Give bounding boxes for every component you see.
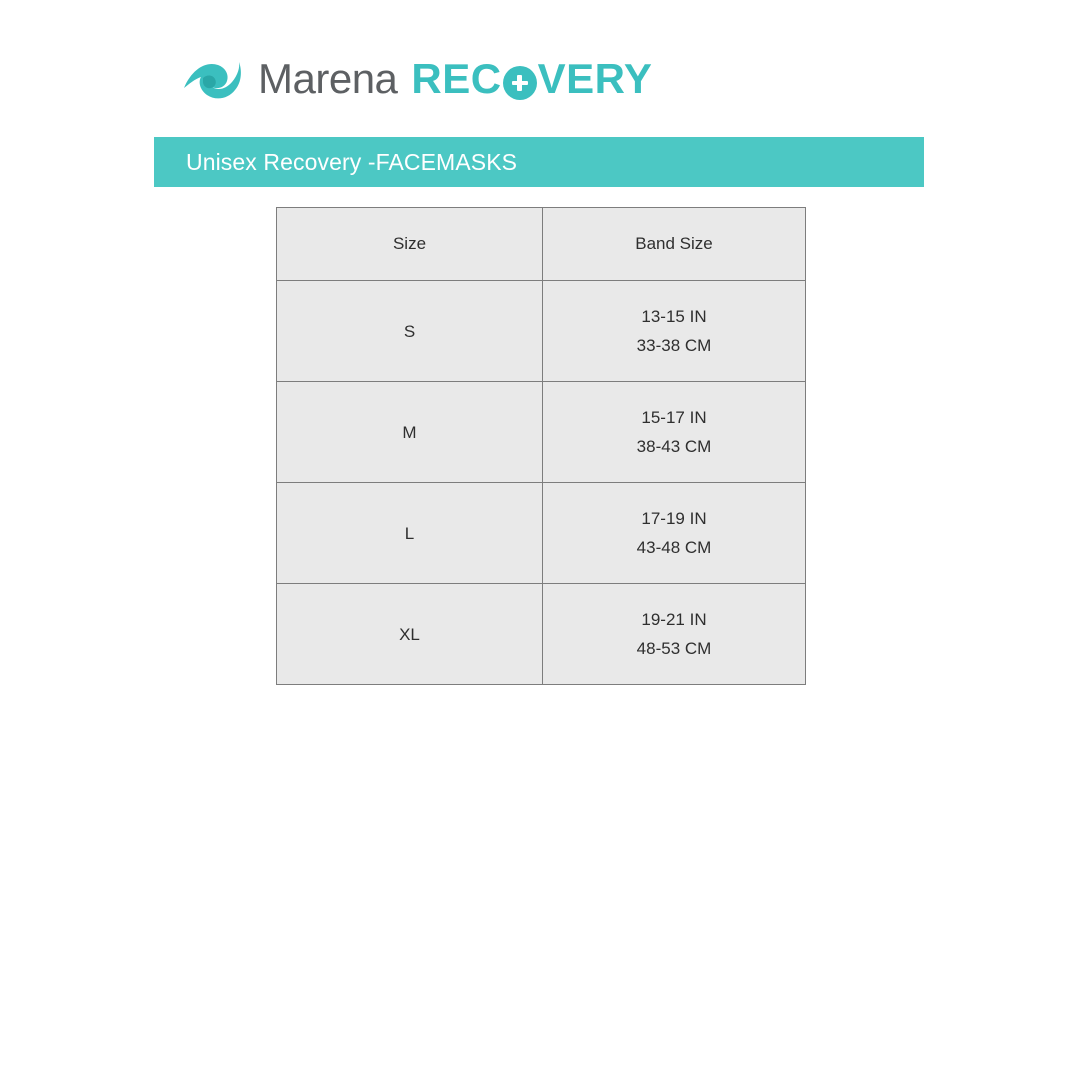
- brand-logo: [182, 48, 652, 110]
- section-title-bar: [154, 137, 924, 187]
- cell-band-size: [543, 584, 806, 685]
- medical-cross-icon: [503, 66, 537, 100]
- cell-size: [277, 382, 543, 483]
- brand-wordmark: [258, 55, 653, 102]
- table-row: [277, 382, 806, 483]
- size-value: M: [402, 422, 417, 442]
- brand-name-secondary-after: VERY: [537, 55, 653, 102]
- size-value: L: [404, 523, 415, 543]
- band-size-inches: 13-15 IN: [641, 306, 707, 326]
- cell-band-size: [543, 483, 806, 584]
- cell-size: [277, 281, 543, 382]
- table-row: [277, 584, 806, 685]
- brand-name-secondary: [411, 55, 653, 102]
- marena-swoosh-icon: [182, 55, 244, 103]
- table-header-row: [277, 208, 806, 281]
- band-size-cm: 38-43 CM: [636, 437, 712, 456]
- cell-band-size: [543, 281, 806, 382]
- cell-band-size: [543, 382, 806, 483]
- band-size-cm: 48-53 CM: [636, 639, 712, 658]
- cell-size: [277, 584, 543, 685]
- band-size-cm: 43-48 CM: [636, 538, 712, 557]
- column-header-band-size: Band Size: [543, 208, 806, 281]
- column-header-size: Size: [277, 208, 543, 281]
- page-title: Unisex Recovery -FACEMASKS: [186, 148, 518, 175]
- brand-name-primary: Marena: [258, 55, 398, 102]
- band-size-inches: 19-21 IN: [641, 609, 707, 629]
- table-row: [277, 483, 806, 584]
- size-value: S: [403, 321, 416, 341]
- band-size-inches: 15-17 IN: [641, 407, 707, 427]
- band-size-inches: 17-19 IN: [641, 508, 707, 528]
- band-size-cm: 33-38 CM: [636, 336, 712, 355]
- brand-name-secondary-before: REC: [411, 55, 502, 102]
- size-chart-table: [276, 207, 806, 685]
- table-row: [277, 281, 806, 382]
- size-value: XL: [399, 624, 420, 644]
- cell-size: [277, 483, 543, 584]
